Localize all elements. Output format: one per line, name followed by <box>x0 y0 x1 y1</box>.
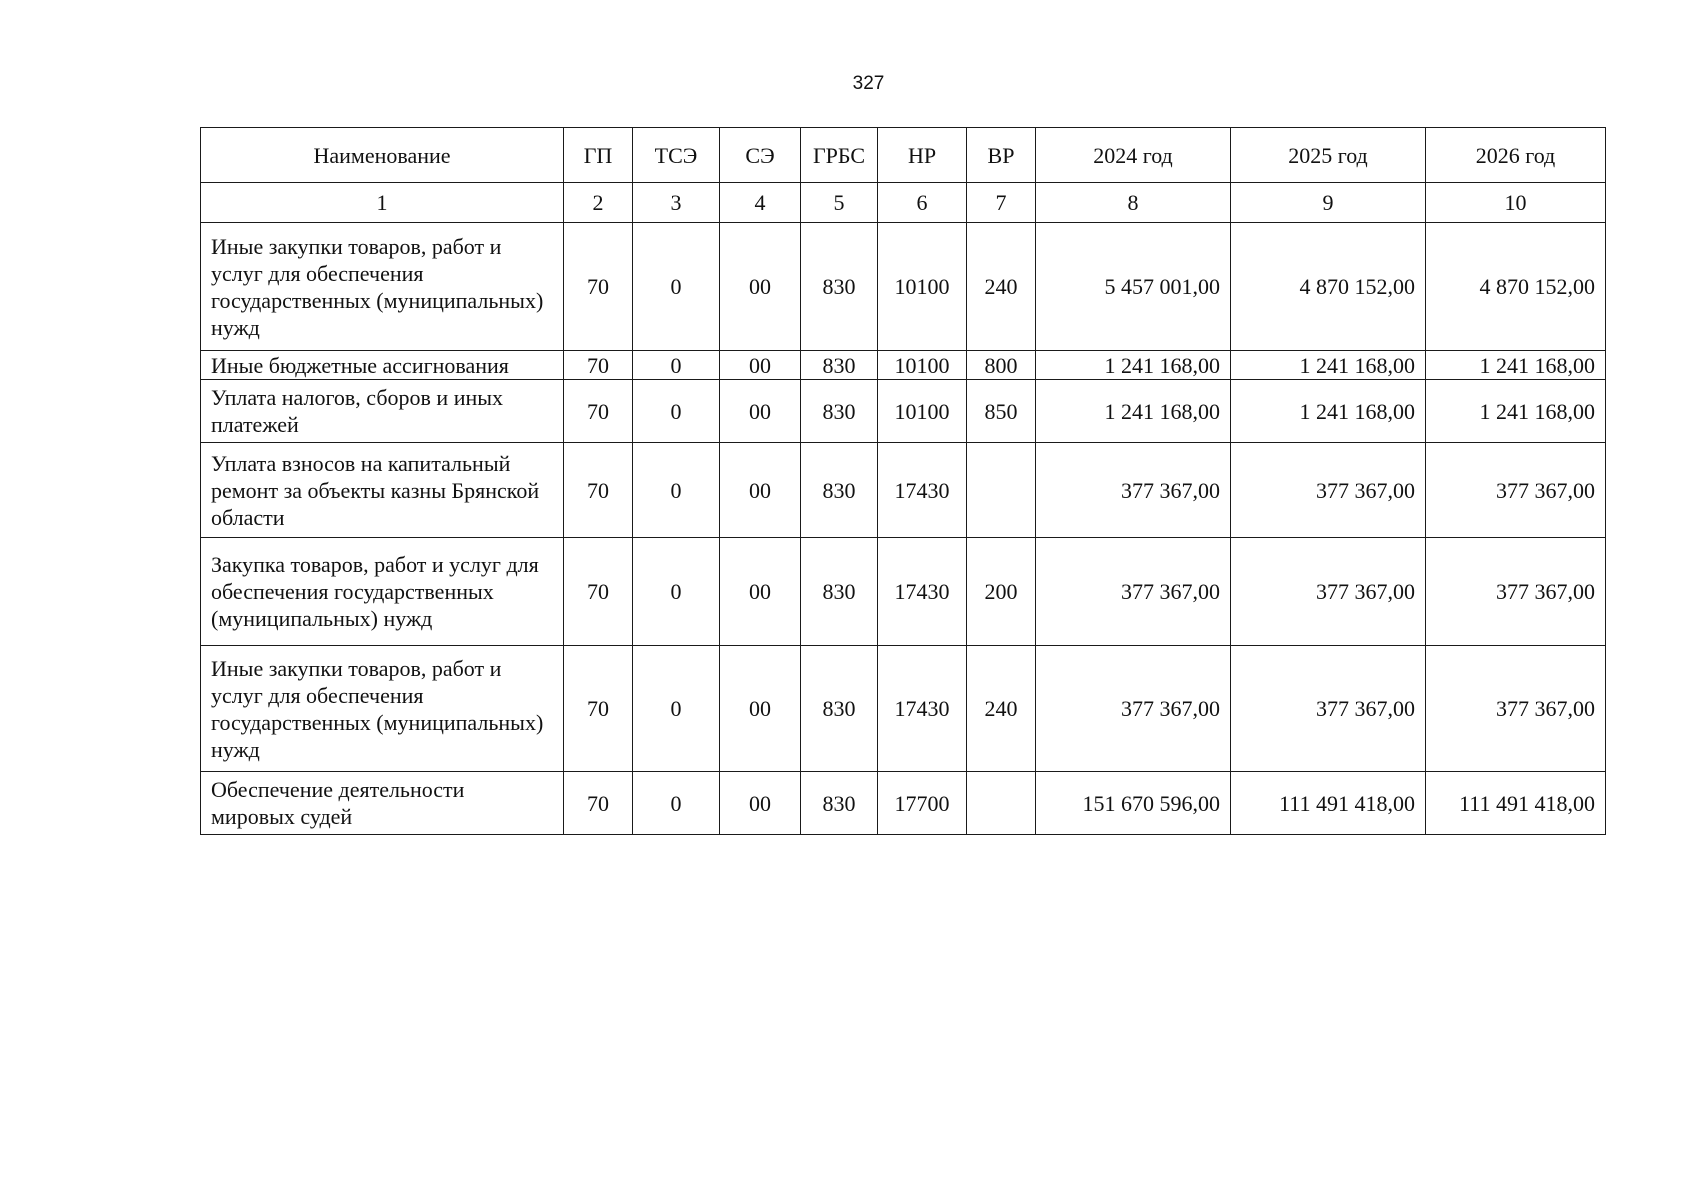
row-tse: 0 <box>633 646 720 772</box>
column-header-name: Наименование <box>201 128 564 183</box>
row-amount-2026: 377 367,00 <box>1426 443 1606 538</box>
row-vr <box>967 443 1036 538</box>
row-amount-2025: 377 367,00 <box>1231 443 1426 538</box>
table-row <box>201 538 1606 646</box>
row-vr: 240 <box>967 223 1036 351</box>
page-number: 327 <box>852 73 885 94</box>
row-grbs: 830 <box>801 380 878 443</box>
column-number-row <box>201 183 1606 223</box>
row-gp: 70 <box>564 380 633 443</box>
row-name: Уплата налогов, сборов и иных платежей <box>201 380 564 443</box>
row-vr <box>967 772 1036 835</box>
row-vr: 200 <box>967 538 1036 646</box>
column-number: 8 <box>1036 183 1231 223</box>
row-nr: 17430 <box>878 443 967 538</box>
row-grbs: 830 <box>801 351 878 380</box>
column-number: 3 <box>633 183 720 223</box>
row-vr: 800 <box>967 351 1036 380</box>
budget-table <box>200 127 1606 835</box>
row-name: Иные закупки товаров, работ и услуг для обеспечения государственных (муниципальных) нужд <box>201 646 564 772</box>
row-grbs: 830 <box>801 538 878 646</box>
column-header-gp: ГП <box>564 128 633 183</box>
row-se: 00 <box>720 646 801 772</box>
column-header-2026: 2026 год <box>1426 128 1606 183</box>
column-header-grbs: ГРБС <box>801 128 878 183</box>
column-header-se: СЭ <box>720 128 801 183</box>
row-tse: 0 <box>633 351 720 380</box>
row-tse: 0 <box>633 538 720 646</box>
row-amount-2025: 1 241 168,00 <box>1231 380 1426 443</box>
column-header-tse: ТСЭ <box>633 128 720 183</box>
row-amount-2024: 151 670 596,00 <box>1036 772 1231 835</box>
table-row <box>201 646 1606 772</box>
row-amount-2024: 1 241 168,00 <box>1036 351 1231 380</box>
row-nr: 17700 <box>878 772 967 835</box>
row-amount-2024: 377 367,00 <box>1036 538 1231 646</box>
row-se: 00 <box>720 443 801 538</box>
column-number: 5 <box>801 183 878 223</box>
column-number: 6 <box>878 183 967 223</box>
row-se: 00 <box>720 223 801 351</box>
row-nr: 10100 <box>878 223 967 351</box>
table-row <box>201 443 1606 538</box>
column-number: 2 <box>564 183 633 223</box>
row-name: Иные закупки товаров, работ и услуг для обеспечения государственных (муниципальных) нужд <box>201 223 564 351</box>
column-header-2025: 2025 год <box>1231 128 1426 183</box>
row-amount-2025: 377 367,00 <box>1231 646 1426 772</box>
row-amount-2026: 1 241 168,00 <box>1426 380 1606 443</box>
table-row <box>201 223 1606 351</box>
column-number: 7 <box>967 183 1036 223</box>
row-amount-2026: 111 491 418,00 <box>1426 772 1606 835</box>
row-nr: 17430 <box>878 646 967 772</box>
row-tse: 0 <box>633 772 720 835</box>
row-grbs: 830 <box>801 443 878 538</box>
table-row <box>201 351 1606 380</box>
column-number: 9 <box>1231 183 1426 223</box>
row-grbs: 830 <box>801 772 878 835</box>
row-grbs: 830 <box>801 223 878 351</box>
row-amount-2025: 1 241 168,00 <box>1231 351 1426 380</box>
row-se: 00 <box>720 351 801 380</box>
row-se: 00 <box>720 538 801 646</box>
row-amount-2026: 4 870 152,00 <box>1426 223 1606 351</box>
row-name: Закупка товаров, работ и услуг для обеспечения государственных (муниципальных) нужд <box>201 538 564 646</box>
row-name: Уплата взносов на капитальный ремонт за объекты казны Брянской области <box>201 443 564 538</box>
column-number: 10 <box>1426 183 1606 223</box>
row-nr: 10100 <box>878 380 967 443</box>
row-gp: 70 <box>564 351 633 380</box>
row-name: Обеспечение деятельности мировых судей <box>201 772 564 835</box>
row-amount-2024: 377 367,00 <box>1036 646 1231 772</box>
row-amount-2025: 111 491 418,00 <box>1231 772 1426 835</box>
row-gp: 70 <box>564 646 633 772</box>
row-amount-2026: 377 367,00 <box>1426 646 1606 772</box>
row-se: 00 <box>720 772 801 835</box>
row-name: Иные бюджетные ассигнования <box>201 351 564 380</box>
table-row <box>201 380 1606 443</box>
column-header-nr: НР <box>878 128 967 183</box>
row-nr: 17430 <box>878 538 967 646</box>
row-tse: 0 <box>633 223 720 351</box>
column-number: 1 <box>201 183 564 223</box>
row-amount-2024: 1 241 168,00 <box>1036 380 1231 443</box>
row-grbs: 830 <box>801 646 878 772</box>
row-tse: 0 <box>633 380 720 443</box>
row-amount-2025: 377 367,00 <box>1231 538 1426 646</box>
row-amount-2025: 4 870 152,00 <box>1231 223 1426 351</box>
row-amount-2024: 377 367,00 <box>1036 443 1231 538</box>
row-gp: 70 <box>564 772 633 835</box>
row-nr: 10100 <box>878 351 967 380</box>
row-se: 00 <box>720 380 801 443</box>
row-gp: 70 <box>564 443 633 538</box>
row-vr: 240 <box>967 646 1036 772</box>
row-gp: 70 <box>564 538 633 646</box>
row-amount-2026: 377 367,00 <box>1426 538 1606 646</box>
column-number: 4 <box>720 183 801 223</box>
row-amount-2024: 5 457 001,00 <box>1036 223 1231 351</box>
row-amount-2026: 1 241 168,00 <box>1426 351 1606 380</box>
row-gp: 70 <box>564 223 633 351</box>
table-row <box>201 772 1606 835</box>
column-header-2024: 2024 год <box>1036 128 1231 183</box>
row-vr: 850 <box>967 380 1036 443</box>
column-header-vr: ВР <box>967 128 1036 183</box>
row-tse: 0 <box>633 443 720 538</box>
table-header-row <box>201 128 1606 183</box>
